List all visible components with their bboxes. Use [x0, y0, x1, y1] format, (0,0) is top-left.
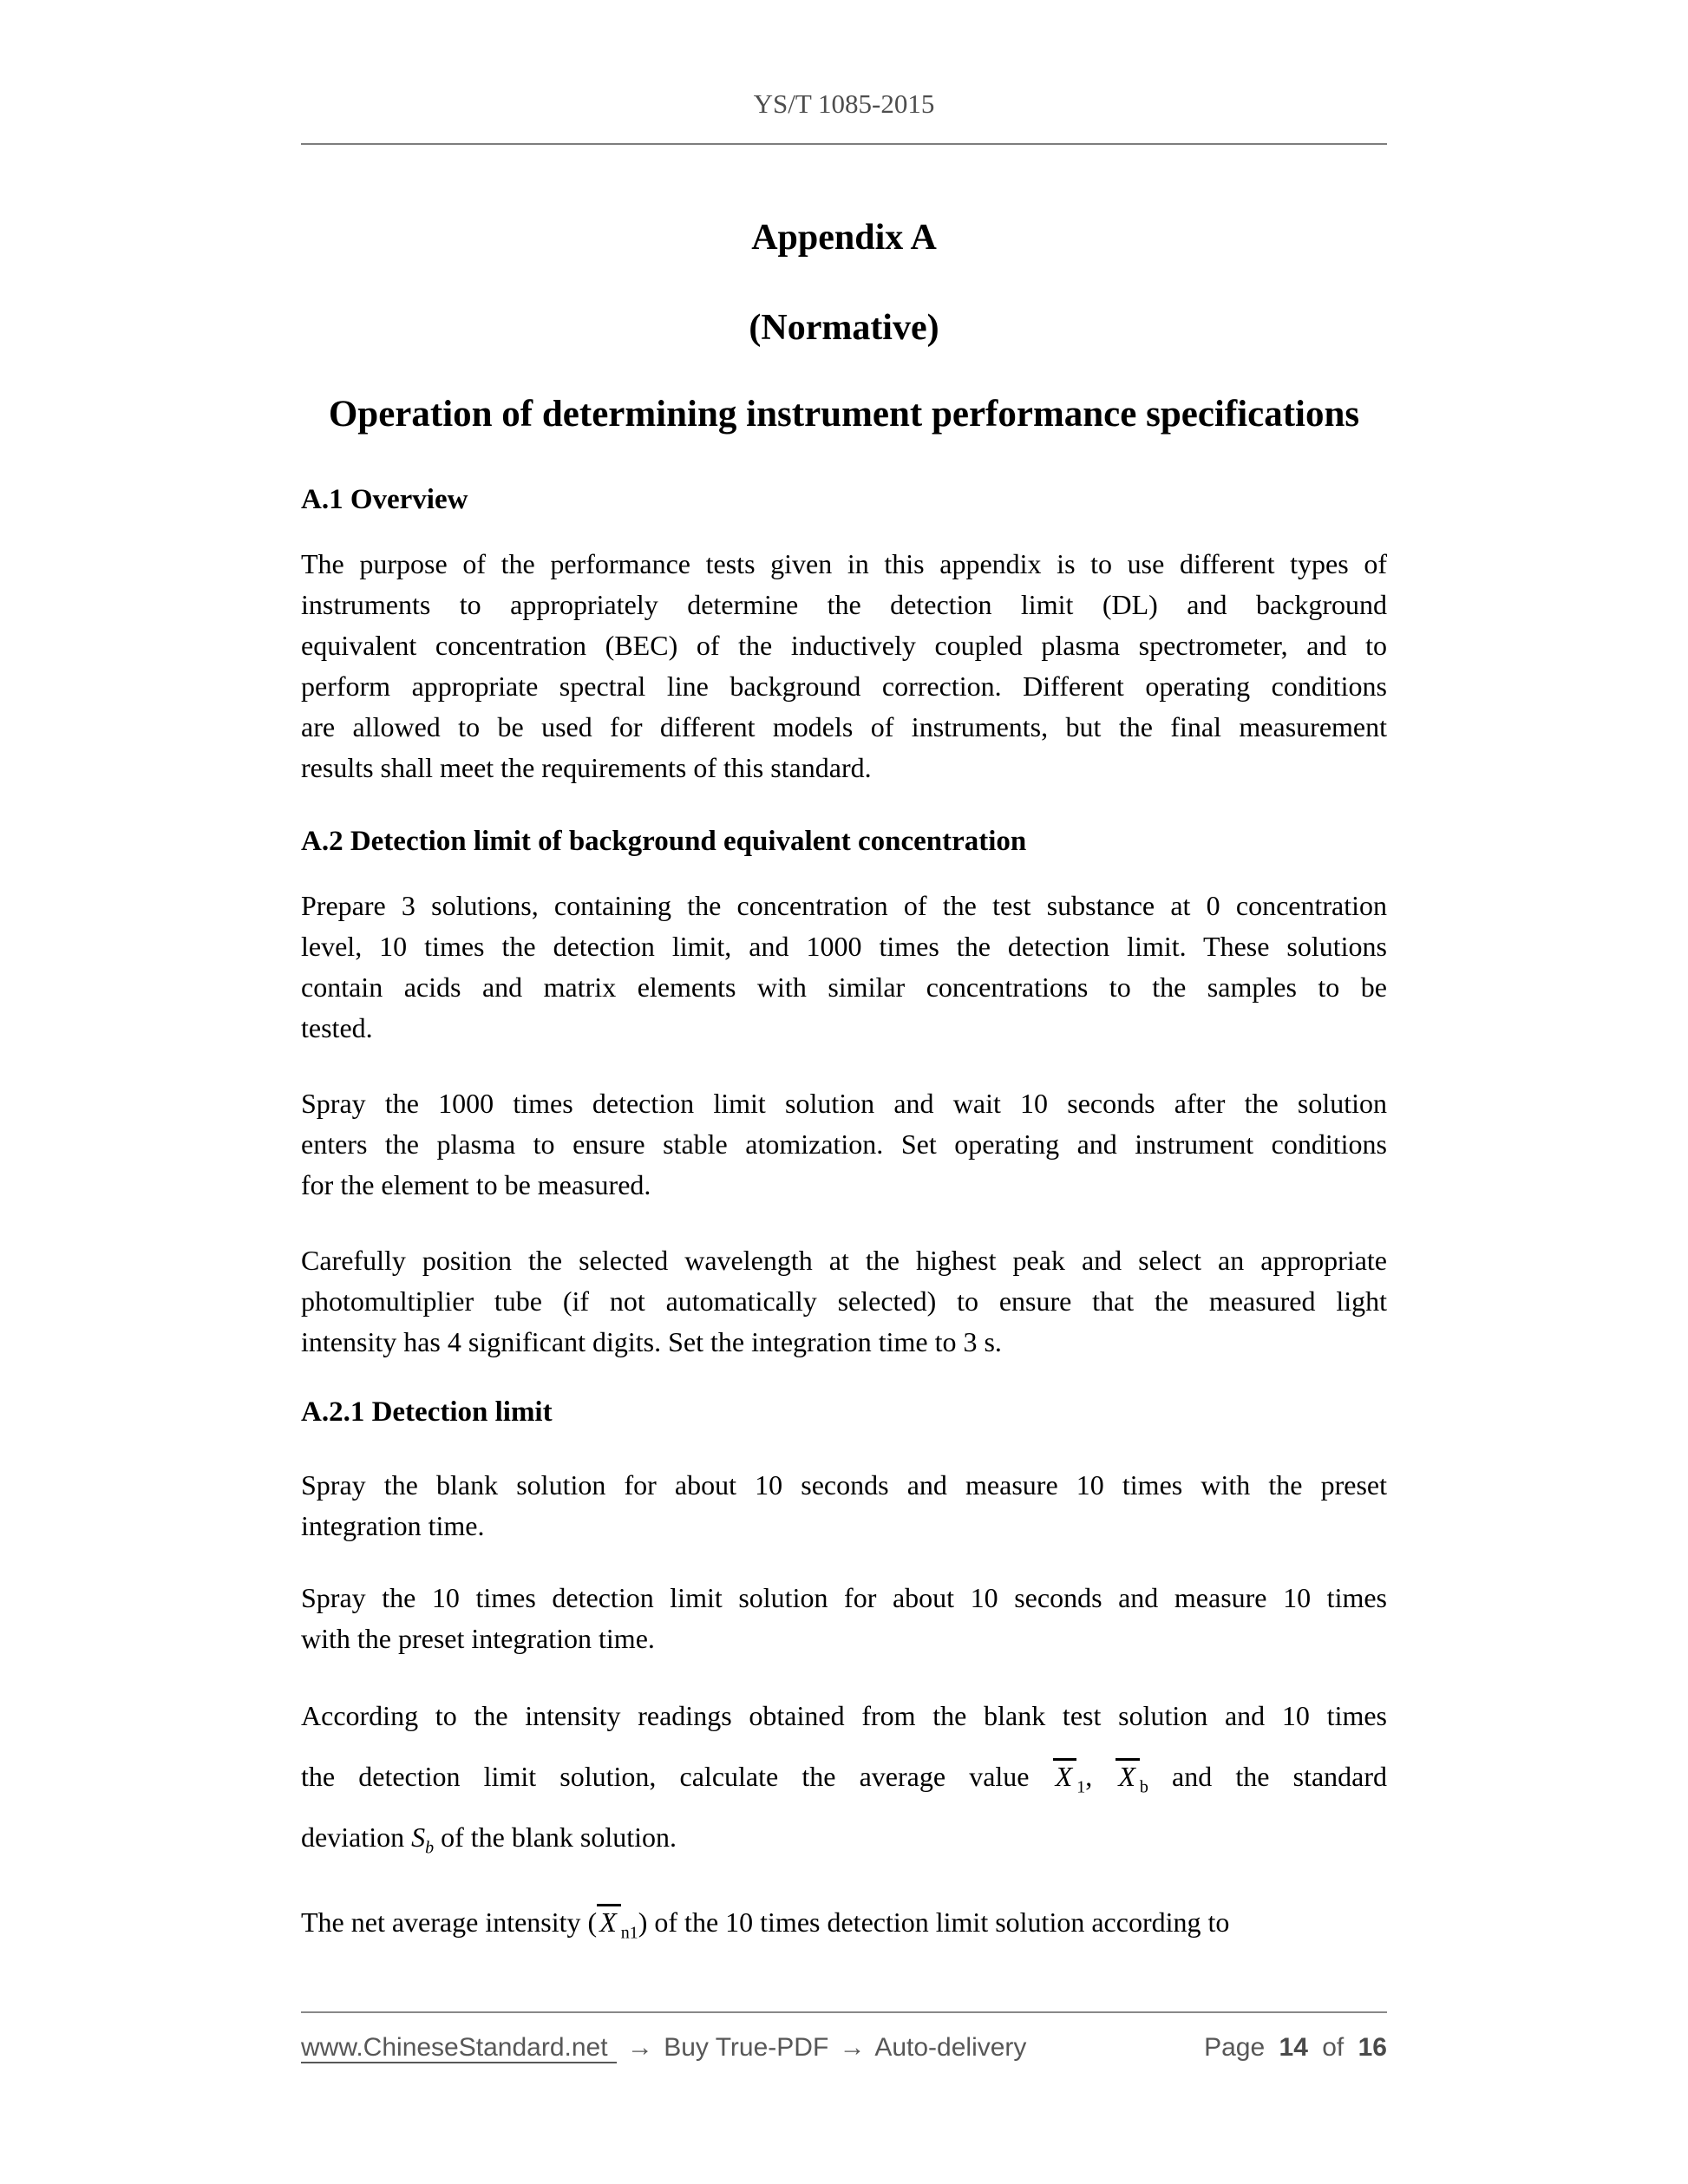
paragraph-line: photomultiplier tube (if not automatically selected) to ensure that the measured light: [301, 1285, 1387, 1317]
page-indicator: [1204, 2030, 1387, 2065]
math-subscript: b: [425, 1838, 435, 1858]
math-xbar-1: X: [1053, 1758, 1077, 1792]
math-xbar-b: X: [1116, 1758, 1140, 1792]
math-subscript: n1: [620, 1923, 638, 1943]
paragraph-prepare-solutions: [301, 886, 1387, 1049]
paragraph-line: results shall meet the requirements of this standard.: [301, 752, 872, 783]
section-heading-a1: A.1 Overview: [301, 484, 468, 515]
paragraph-line: The purpose of the performance tests given in this appendix is to use different types of: [301, 548, 1387, 579]
math-s-symbol: S: [411, 1821, 426, 1853]
document-page: [301, 0, 1387, 2065]
paragraph-line-math: [301, 1807, 1387, 1867]
paragraph-spray-10x: [301, 1578, 1387, 1659]
paragraph-overview: [301, 544, 1387, 788]
footer-left: [301, 2030, 1026, 2065]
paragraph-line: According to the intensity readings obtained from the blank test solution and 10 times: [301, 1700, 1387, 1731]
math-subscript: 1: [1076, 1777, 1086, 1797]
paragraph-line: tested.: [301, 1012, 373, 1043]
header-divider: [301, 143, 1387, 145]
paragraph-spray-blank: [301, 1465, 1387, 1546]
text-segment: ) of the 10 times detection limit solution according to: [638, 1906, 1230, 1938]
paragraph-net-intensity: [301, 1899, 1387, 1945]
paragraph-line: intensity has 4 significant digits. Set the integration time to 3 s.: [301, 1326, 1002, 1357]
appendix-heading: Appendix A: [751, 218, 937, 258]
footer: [301, 2030, 1387, 2065]
of-label: of: [1322, 2033, 1345, 2062]
header-doc-number: YS/T 1085-2015: [753, 88, 935, 119]
text-segment: deviation: [301, 1821, 412, 1853]
page-title: Operation of determining instrument performance specifications: [328, 394, 1360, 435]
paragraph-line: enters the plasma to ensure stable atomization. Set operating and instrument conditions: [301, 1128, 1387, 1160]
paragraph-line: contain acids and matrix elements with similar concentrations to the samples to be: [301, 971, 1387, 1003]
arrow-icon: →: [626, 2033, 653, 2062]
page-label: Page: [1204, 2033, 1266, 2062]
paragraph-line: equivalent concentration (BEC) of the inductively coupled plasma spectrometer, and to: [301, 630, 1387, 661]
arrow-icon: →: [839, 2033, 866, 2062]
footer-link[interactable]: www.ChineseStandard.net: [301, 2033, 617, 2063]
paragraph-line: level, 10 times the detection limit, and 1000 times the detection limit. These solutions: [301, 931, 1387, 962]
text-segment: of the blank solution.: [434, 1821, 677, 1853]
paragraph-line: with the preset integration time.: [301, 1623, 655, 1654]
section-heading-a2: A.2 Detection limit of background equivalent concentration: [301, 826, 1027, 857]
text-segment: ,: [1085, 1761, 1116, 1792]
footer-step-buy: Buy True-PDF: [664, 2033, 829, 2062]
footer-step-delivery: Auto-delivery: [874, 2033, 1027, 2062]
section-heading-a21: A.2.1 Detection limit: [301, 1396, 553, 1428]
text-segment: the detection limit solution, calculate the average value: [301, 1761, 1053, 1792]
paragraph-line: Prepare 3 solutions, containing the concentration of the test substance at 0 concentration: [301, 890, 1387, 921]
paragraph-line: perform appropriate spectral line background correction. Different operating conditions: [301, 670, 1387, 702]
paragraph-line: for the element to be measured.: [301, 1169, 651, 1200]
paragraph-line: instruments to appropriately determine the detection limit (DL) and background: [301, 589, 1387, 620]
paragraph-wavelength: [301, 1240, 1387, 1363]
paragraph-line: Spray the blank solution for about 10 seconds and measure 10 times with the preset: [301, 1469, 1387, 1501]
paragraph-line-math: [301, 1899, 1387, 1945]
math-xbar-n1: X: [597, 1904, 621, 1938]
paragraph-line: Spray the 1000 times detection limit solution and wait 10 seconds after the solution: [301, 1088, 1387, 1119]
paragraph-line: Spray the 10 times detection limit solution for about 10 seconds and measure 10 times: [301, 1582, 1387, 1613]
paragraph-line: integration time.: [301, 1510, 485, 1541]
math-subscript: b: [1139, 1777, 1148, 1797]
paragraph-average-value: [301, 1685, 1387, 1867]
normative-heading: (Normative): [749, 308, 939, 348]
text-segment: The net average intensity (: [301, 1906, 598, 1938]
page-total: 16: [1358, 2033, 1387, 2062]
paragraph-line-math: [301, 1746, 1387, 1807]
text-segment: and the standard: [1148, 1761, 1387, 1792]
paragraph-line: are allowed to be used for different models of instruments, but the final measurement: [301, 711, 1387, 742]
footer-divider: [301, 2011, 1387, 2013]
paragraph-line: Carefully position the selected wavelength at the highest peak and select an appropriate: [301, 1245, 1387, 1276]
page-current: 14: [1279, 2033, 1308, 2062]
paragraph-spray-1000x: [301, 1083, 1387, 1206]
